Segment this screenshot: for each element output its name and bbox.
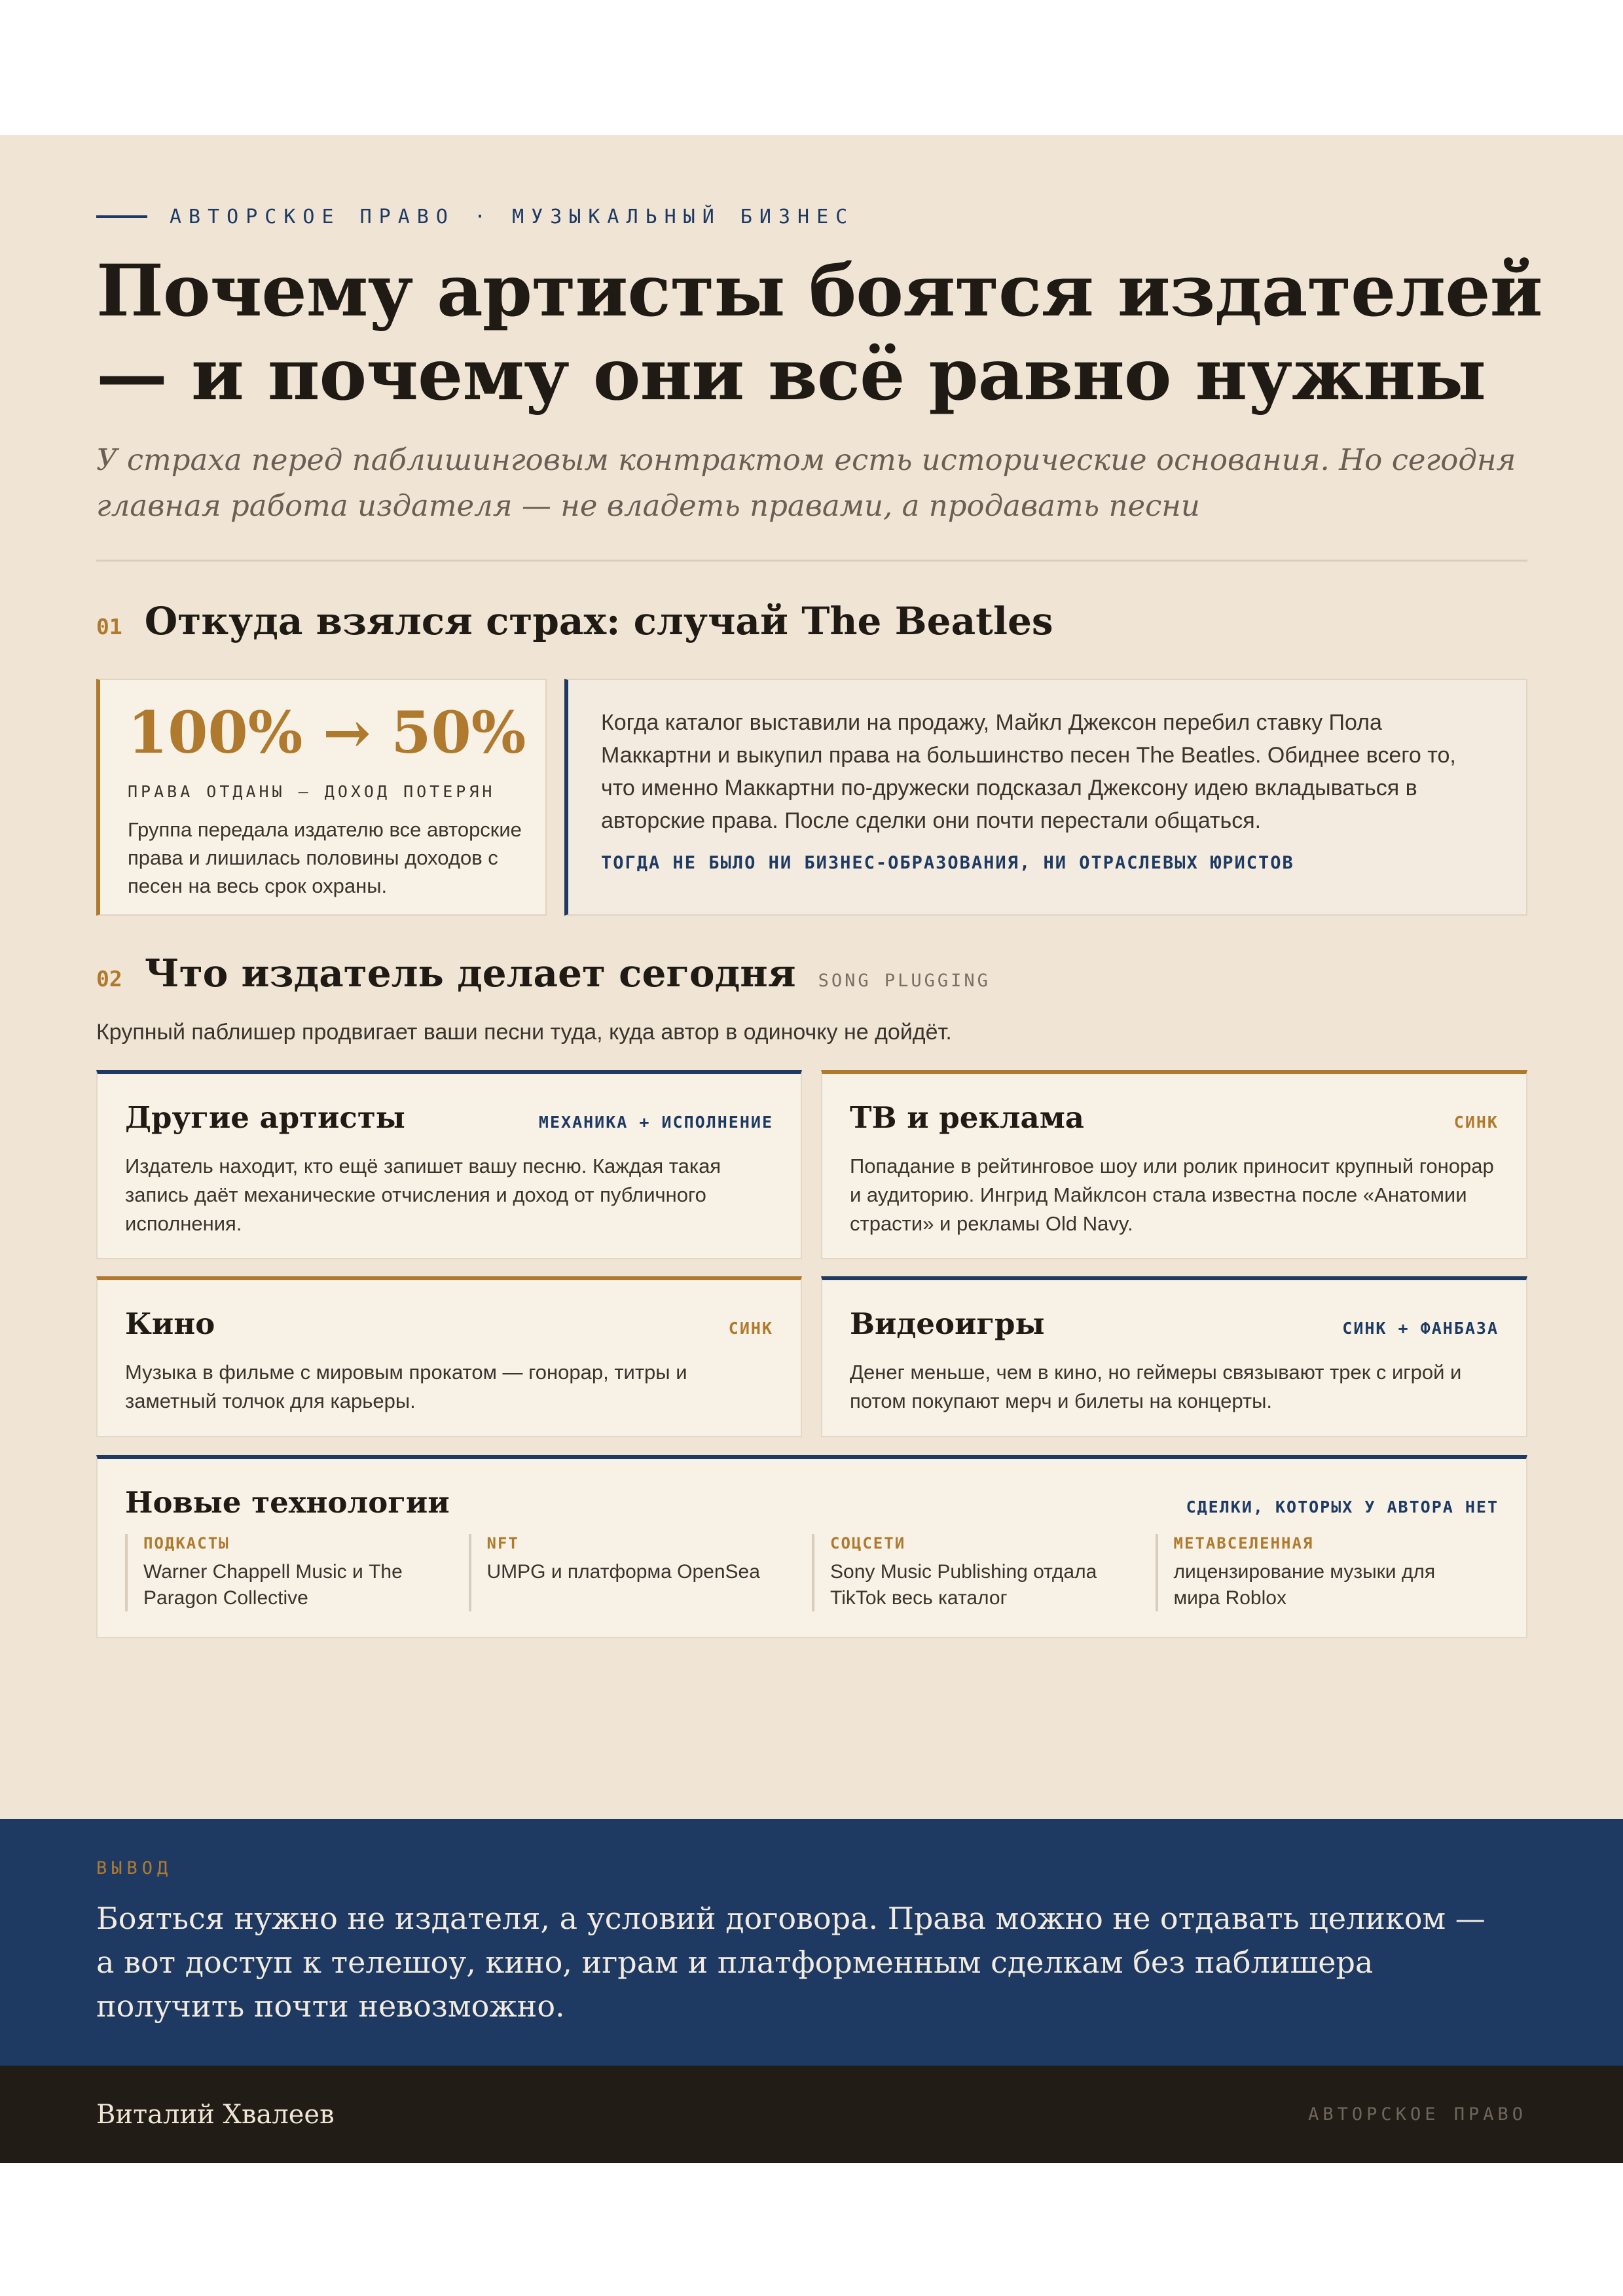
tech-deal-item bbox=[125, 1534, 445, 1611]
header-divider bbox=[96, 560, 1527, 562]
kicker bbox=[96, 204, 854, 230]
page-subtitle: У страха перед паблишинговым контрактом есть исторические основания. Но сегодня главная работа издателя — не владеть правами, а продавать песни bbox=[96, 442, 1516, 523]
section-2-number: 02 bbox=[96, 966, 122, 992]
card-title: Кино bbox=[125, 1306, 215, 1341]
section-2-lead: Крупный паблишер продвигает ваши песни туда, куда автор в одиночку не дойдёт. bbox=[96, 1020, 952, 1045]
card-tag: СДЕЛКИ, КОТОРЫХ У АВТОРА НЕТ bbox=[1186, 1498, 1499, 1516]
conclusion-text: Бояться нужно не издателя, а условий договора. Права можно не отдавать целиком — а вот доступ к телешоу, кино, играм и платформенным сделкам без паблишера получить почти невозможно. bbox=[96, 1901, 1486, 2024]
stat-caption: ПРАВА ОТДАНЫ — ДОХОД ПОТЕРЯН bbox=[128, 782, 496, 801]
beatles-story-note: ТОГДА НЕ БЫЛО НИ БИЗНЕС-ОБРАЗОВАНИЯ, НИ ОТРАСЛЕВЫХ ЮРИСТОВ bbox=[601, 853, 1294, 873]
card-title: Другие артисты bbox=[125, 1100, 405, 1135]
tech-deal-label: ПОДКАСТЫ bbox=[143, 1534, 230, 1552]
stat-value: 100% → 50% bbox=[128, 698, 526, 766]
section-1-number: 01 bbox=[96, 614, 122, 639]
page-title-line-2: — и почему они всё равно нужны bbox=[96, 332, 1486, 416]
card-description: Попадание в рейтинговое шоу или ролик приносит крупный гонорар и аудиторию. Ингрид Майклсон стала известна после «Анатомии страсти» и рекламы Old Navy. bbox=[850, 1155, 1494, 1235]
card-title: Новые технологии bbox=[125, 1485, 450, 1520]
footer-brand: АВТОРСКОЕ ПРАВО bbox=[1308, 2104, 1527, 2125]
section-2-tag: SONG PLUGGING bbox=[818, 971, 991, 991]
tech-deal-item bbox=[469, 1534, 789, 1611]
tech-deal-value: UMPG и платформа OpenSea bbox=[486, 1561, 760, 1583]
section-1-heading bbox=[96, 599, 1053, 643]
card-title: ТВ и реклама bbox=[850, 1100, 1084, 1135]
tech-deal-value: лицензирование музыки для мира Roblox bbox=[1173, 1561, 1436, 1609]
section-1-title: Откуда взялся страх: случай The Beatles bbox=[144, 599, 1053, 643]
card-title: Видеоигры bbox=[850, 1306, 1045, 1341]
section-2-title: Что издатель делает сегодня bbox=[144, 951, 796, 996]
tech-deals-list bbox=[125, 1534, 1499, 1611]
card-tag: МЕХАНИКА + ИСПОЛНЕНИЕ bbox=[538, 1113, 773, 1132]
card-new-tech bbox=[96, 1455, 1527, 1638]
card-videogames bbox=[821, 1276, 1527, 1437]
tech-deal-label: МЕТАВСЕЛЕННАЯ bbox=[1173, 1534, 1314, 1552]
card-description: Денег меньше, чем в кино, но геймеры связывают трек с игрой и потом покупают мерч и билеты на концерты. bbox=[850, 1361, 1462, 1412]
tech-deal-value: Warner Chappell Music и The Paragon Collective bbox=[143, 1561, 403, 1609]
tech-deal-item bbox=[1156, 1534, 1476, 1611]
card-tag: СИНК + ФАНБАЗА bbox=[1342, 1319, 1499, 1338]
section-2-heading bbox=[96, 951, 991, 996]
conclusion-block bbox=[0, 1819, 1623, 2066]
page-title bbox=[96, 249, 1550, 416]
card-tag: СИНК bbox=[728, 1319, 773, 1338]
kicker-text: АВТОРСКОЕ ПРАВО · МУЗЫКАЛЬНЫЙ БИЗНЕС bbox=[170, 205, 855, 228]
card-tag: СИНК bbox=[1453, 1113, 1499, 1132]
tech-deal-value: Sony Music Publishing отдала TikTok весь каталог bbox=[830, 1561, 1097, 1609]
kicker-rule bbox=[96, 215, 147, 218]
tech-deal-label: NFT bbox=[486, 1534, 519, 1552]
tech-deal-label: СОЦСЕТИ bbox=[830, 1534, 906, 1552]
conclusion-label: ВЫВОД bbox=[96, 1858, 173, 1878]
card-description: Музыка в фильме с мировым прокатом — гонорар, титры и заметный толчок для карьеры. bbox=[125, 1361, 687, 1412]
beatles-story-box bbox=[564, 679, 1527, 916]
stat-box bbox=[96, 679, 547, 916]
footer bbox=[0, 2066, 1623, 2163]
card-cinema bbox=[96, 1276, 802, 1437]
tech-deal-item bbox=[812, 1534, 1132, 1611]
footer-author: Виталий Хвалеев bbox=[96, 2099, 335, 2130]
beatles-story-text: Когда каталог выставили на продажу, Майкл Джексон перебил ставку Пола Маккартни и выкупил права на большинство песен The Beatles. Обиднее всего то, что именно Маккартни по-дружески подсказал Джексону идею вкладываться в авторские права. После сделки они почти перестали общаться. bbox=[601, 710, 1456, 833]
card-tv-ads bbox=[821, 1070, 1527, 1259]
card-other-artists bbox=[96, 1070, 802, 1259]
page-title-line-1: Почему артисты боятся издателей bbox=[96, 249, 1542, 332]
stat-description: Группа передала издателю все авторские права и лишилась половины доходов с песен на весь срок охраны. bbox=[128, 818, 522, 897]
card-description: Издатель находит, кто ещё запишет вашу песню. Каждая такая запись даёт механические отчисления и доход от публичного исполнения. bbox=[125, 1155, 721, 1235]
